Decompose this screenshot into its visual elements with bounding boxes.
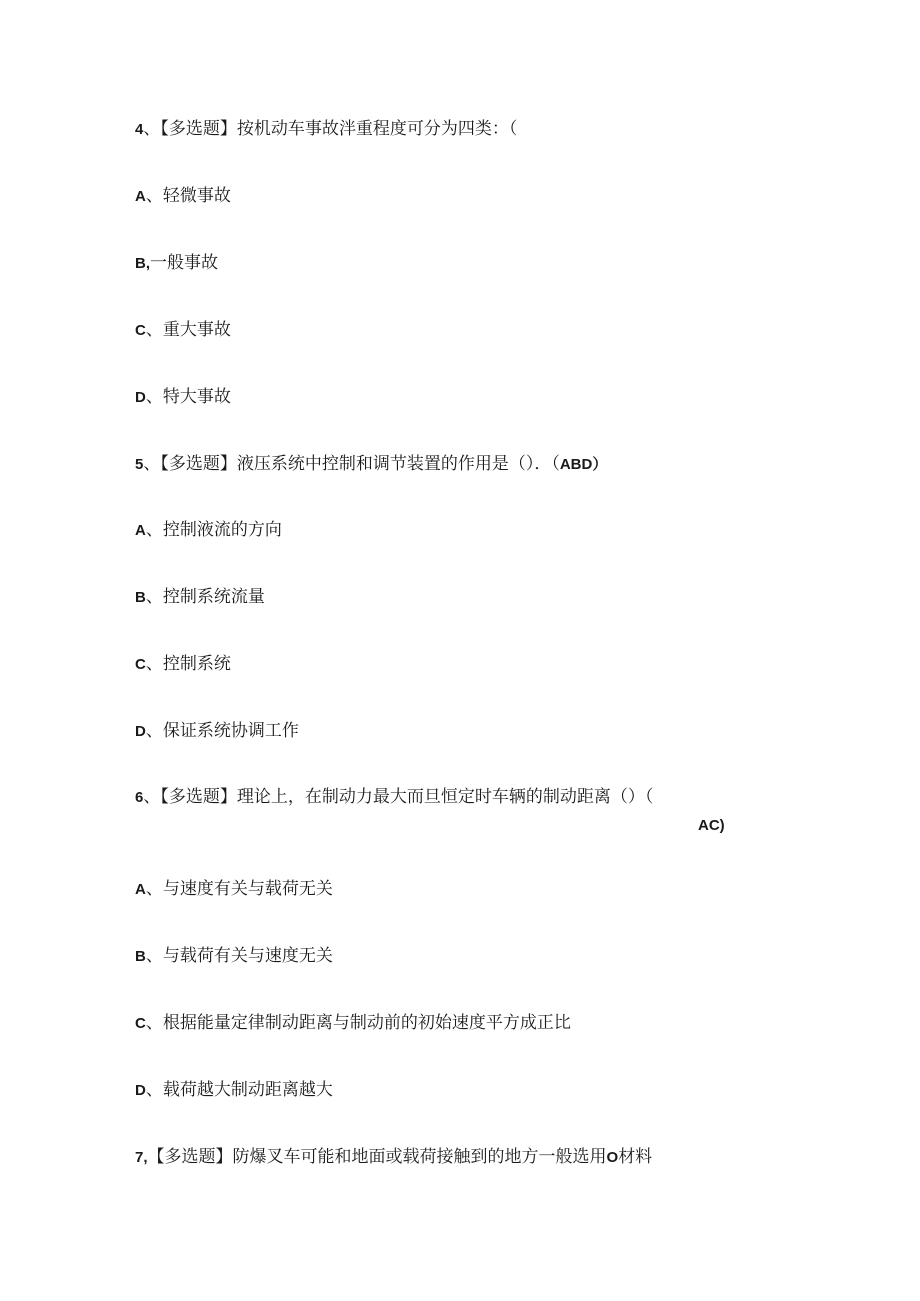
option-separator: 、 [145, 186, 163, 206]
option-text: 保证系统协调工作 [162, 721, 299, 741]
question-text: 理论上，在制动力最大而旦恒定时车辆的制动距离（）（ [236, 787, 654, 807]
option-label: D [135, 389, 146, 406]
question-5-option-d [135, 720, 299, 743]
question-type-tag: 【多选题】 [147, 1147, 233, 1167]
option-separator: 、 [145, 946, 163, 966]
question-text-tail: 材料 [618, 1147, 653, 1167]
question-separator: 、 [143, 454, 161, 474]
question-4-option-b [135, 252, 218, 275]
question-separator: 、 [143, 119, 161, 139]
option-separator: 、 [145, 587, 163, 607]
option-text: 控制液流的方向 [162, 520, 282, 540]
option-text: 与速度有关与载荷无关 [162, 879, 333, 899]
option-label: A [135, 881, 146, 898]
option-label: B [135, 589, 146, 606]
question-number: 5 [135, 456, 144, 473]
question-text: 防爆叉车可能和地面或载荷接触到的地方一般选用 [232, 1147, 607, 1167]
answer-key: AC) [698, 817, 725, 834]
option-text: 与载荷有关与速度无关 [162, 946, 333, 966]
option-separator: 、 [145, 1080, 163, 1100]
option-text: 轻微事故 [162, 186, 231, 206]
option-text: 载荷越大制动距离越大 [162, 1080, 333, 1100]
question-6-option-a [135, 878, 333, 901]
question-separator: 、 [143, 787, 161, 807]
option-separator: 、 [145, 520, 163, 540]
question-number: 7, [135, 1149, 148, 1166]
question-6-option-b [135, 945, 333, 968]
question-4-option-c [135, 319, 231, 342]
option-text: 重大事故 [162, 320, 231, 340]
question-text: 按机动车事故泮重程度可分为四类：（ [236, 119, 518, 139]
option-separator: 、 [145, 721, 163, 741]
option-label: D [135, 1082, 146, 1099]
question-4-stem [135, 118, 517, 141]
option-separator: 、 [145, 1013, 163, 1033]
answer-key: ABD） [559, 456, 608, 473]
option-text: 根据能量定律制动距离与制动前的初始速度平方成正比 [162, 1013, 571, 1033]
option-text: 控制系统 [162, 654, 231, 674]
option-separator: 、 [145, 879, 163, 899]
option-label: B, [135, 255, 150, 272]
option-label: D [135, 723, 146, 740]
option-label: C [135, 656, 146, 673]
question-6-option-d [135, 1079, 333, 1102]
option-label: C [135, 1015, 146, 1032]
question-5-option-b [135, 586, 265, 609]
question-type-tag: 【多选题】 [160, 119, 237, 139]
question-number: 6 [135, 789, 144, 806]
question-5-stem [135, 453, 607, 476]
question-4-option-d [135, 386, 231, 409]
option-separator: 、 [145, 654, 163, 674]
question-text: 液压系统中控制和调节装置的作用是（）．（ [236, 454, 560, 474]
option-text: 一般事故 [150, 253, 218, 273]
option-label: C [135, 322, 146, 339]
question-type-tag: 【多选题】 [160, 787, 237, 807]
question-7-stem [135, 1146, 652, 1169]
question-6-stem [135, 786, 653, 809]
option-label: A [135, 188, 146, 205]
question-blank-mark: O [606, 1149, 619, 1166]
question-6-option-c [135, 1012, 571, 1035]
option-text: 特大事故 [162, 387, 231, 407]
question-4-option-a [135, 185, 231, 208]
question-number: 4 [135, 121, 144, 138]
question-type-tag: 【多选题】 [160, 454, 237, 474]
option-label: B [135, 948, 146, 965]
question-5-option-c [135, 653, 231, 676]
option-separator: 、 [145, 387, 163, 407]
question-5-option-a [135, 519, 282, 542]
option-separator: 、 [145, 320, 163, 340]
option-text: 控制系统流量 [162, 587, 265, 607]
option-label: A [135, 522, 146, 539]
